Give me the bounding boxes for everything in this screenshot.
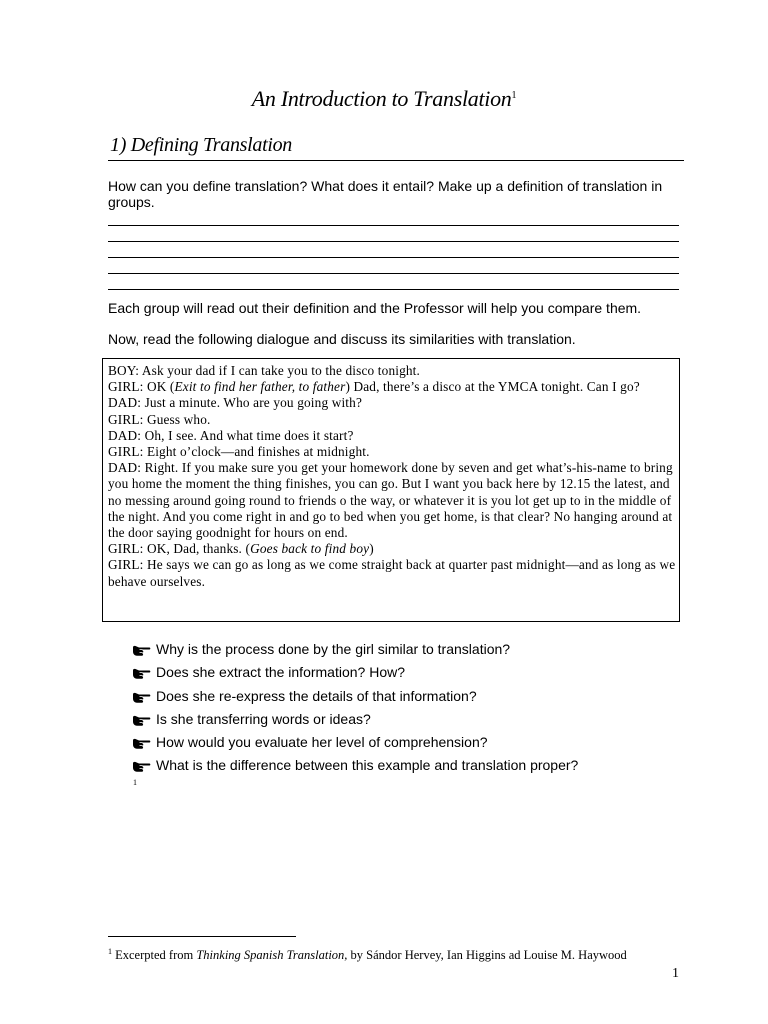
intro-question: How can you define translation? What does it entail? Make up a definition of translation in groups. bbox=[108, 178, 663, 210]
title-footnote-mark: 1 bbox=[511, 90, 517, 101]
question-item bbox=[132, 688, 578, 711]
dialogue-text: ) bbox=[369, 541, 374, 557]
footnote-book-title: Thinking Spanish Translation, bbox=[196, 948, 348, 962]
dialogue-line: BOY: Ask your dad if I can take you to the disco tonight. bbox=[108, 363, 421, 378]
pointing-hand-icon bbox=[132, 690, 151, 704]
pointing-hand-icon bbox=[132, 759, 151, 773]
question-text: Is she transferring words or ideas? bbox=[156, 710, 371, 727]
dialogue-line: DAD: Right. If you make sure you get your homework done by seven and get what’s-his-name to bring you home the moment the thing finishes, you can go. But I want you back here by 12.15 the latest, and no messing around going round to friends o the way, or whatever it is you lot get up to in the middle of the night. And you come right in and go to bed when you get home, is that clear? No hanging around at the door saying goodnight for hours on end. bbox=[108, 460, 673, 541]
question-text: What is the difference between this example and translation proper? bbox=[156, 757, 579, 774]
footnote-mark: 1 bbox=[108, 947, 112, 956]
dialogue-text: GIRL: OK ( bbox=[108, 379, 175, 395]
stray-footnote-mark: 1 bbox=[133, 778, 137, 787]
answer-line bbox=[108, 210, 679, 226]
dialogue-line bbox=[108, 541, 679, 557]
pointing-hand-icon bbox=[132, 713, 151, 727]
section-divider bbox=[108, 160, 684, 161]
dialogue-box bbox=[102, 358, 680, 622]
stage-direction: Exit to find her father, to father bbox=[174, 379, 346, 395]
question-item bbox=[132, 664, 578, 687]
pointing-hand-icon bbox=[132, 666, 151, 680]
page-number: 1 bbox=[672, 966, 679, 981]
question-text: Why is the process done by the girl similar to translation? bbox=[156, 641, 511, 657]
stage-direction: Goes back to find boy bbox=[250, 541, 370, 557]
dialogue-line bbox=[108, 379, 679, 395]
question-text: Does she re-express the details of that information? bbox=[156, 687, 477, 704]
answer-line bbox=[108, 242, 679, 258]
question-text: Does she extract the information? How? bbox=[156, 664, 406, 681]
question-item bbox=[132, 734, 578, 757]
answer-line bbox=[108, 258, 679, 274]
question-item bbox=[132, 641, 578, 664]
answer-line bbox=[108, 226, 679, 242]
footnote-text: Excerpted from bbox=[112, 948, 197, 962]
pointing-hand-icon bbox=[132, 736, 151, 750]
question-item bbox=[132, 757, 578, 780]
instruction-paragraph: Each group will read out their definition and the Professor will help you compare them. bbox=[108, 300, 642, 316]
instruction-paragraph: Now, read the following dialogue and discuss its similarities with translation. bbox=[108, 331, 576, 347]
footnote bbox=[108, 944, 708, 963]
pointing-hand-icon bbox=[132, 643, 151, 657]
footnote-divider bbox=[108, 936, 296, 937]
dialogue-text: GIRL: OK, Dad, thanks. ( bbox=[108, 541, 251, 557]
dialogue-line: GIRL: He says we can go as long as we come straight back at quarter past midnight—and as long as we behave ourselves. bbox=[108, 557, 676, 589]
dialogue-line: GIRL: Eight o’clock—and finishes at midnight. bbox=[108, 444, 370, 460]
question-text: How would you evaluate her level of comprehension? bbox=[156, 734, 488, 751]
answer-line bbox=[108, 274, 679, 290]
section-heading: 1) Defining Translation bbox=[110, 134, 293, 156]
question-item bbox=[132, 711, 578, 734]
footnote-text: by Sándor Hervey, Ian Higgins ad Louise M. Haywood bbox=[347, 948, 627, 962]
dialogue-text: ) Dad, there’s a disco at the YMCA tonight. Can I go? bbox=[345, 379, 640, 395]
dialogue-line: GIRL: Guess who. bbox=[108, 411, 211, 427]
title-text: An Introduction to Translation bbox=[251, 86, 512, 111]
document-title bbox=[0, 86, 768, 112]
dialogue-line: DAD: Oh, I see. And what time does it start? bbox=[108, 427, 354, 443]
discussion-questions bbox=[132, 641, 578, 781]
answer-lines bbox=[108, 210, 679, 290]
dialogue-line: DAD: Just a minute. Who are you going with? bbox=[108, 395, 363, 411]
